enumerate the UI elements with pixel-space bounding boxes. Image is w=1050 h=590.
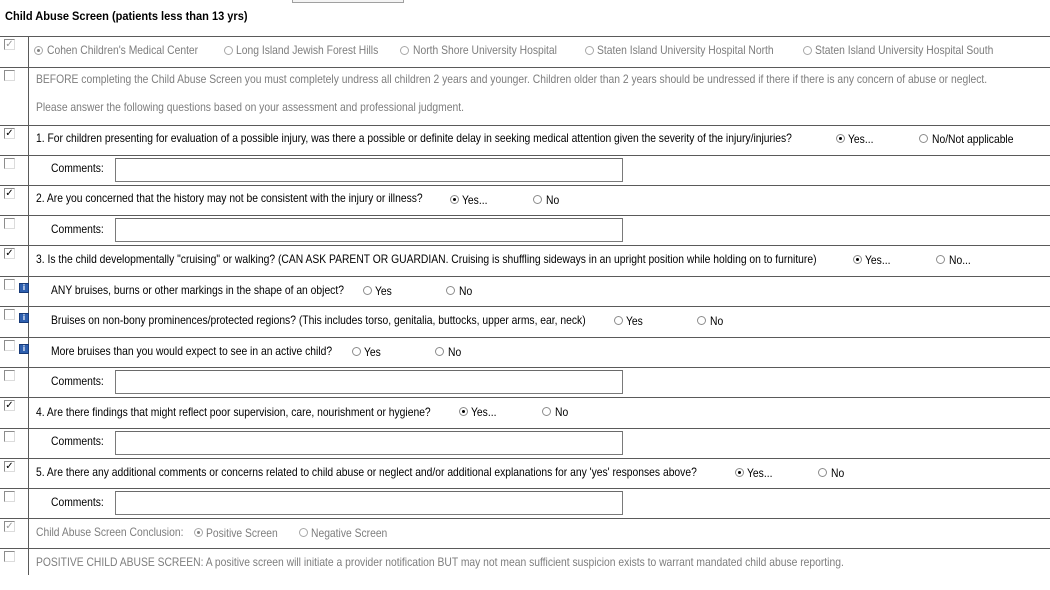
info-icon[interactable]: i [19,313,29,323]
q3-text: 3. Is the child developmentally "cruising" or walking? (CAN ASK PARENT OR GUARDIAN. Cruising is shuffling sideways in an upright position while holding on to furniture) [36,252,817,266]
comments2-checkbox[interactable] [4,218,15,229]
hospital-row-checkbox[interactable]: ✓ [5,39,14,50]
q3a-yes-label: Yes [375,284,392,298]
radio-siuh-north[interactable] [585,46,594,55]
row-divider [0,337,1050,338]
label-cohen: Cohen Children's Medical Center [47,43,199,57]
row-divider [0,518,1050,519]
q2-checkbox[interactable]: ✓ [5,188,14,199]
row-divider [0,428,1050,429]
q4-no-label: No [555,405,569,419]
row-divider [0,185,1050,186]
q3a-no-radio[interactable] [446,286,455,295]
row-divider [0,215,1050,216]
positive-note-checkbox[interactable] [4,551,15,562]
q3a-text: ANY bruises, burns or other markings in the shape of an object? [51,283,344,297]
label-siuh-north: Staten Island University Hospital North [597,43,774,57]
comments3-label: Comments: [51,374,104,388]
comments1-label: Comments: [51,161,104,175]
instructions-before: BEFORE completing the Child Abuse Screen you must completely undress all children 2 years and younger. Children older than 2 years should be undressed if there if there is any concern of abuse or neglect. [36,72,988,86]
q4-yes-radio[interactable] [459,407,468,416]
positive-screen-label: Positive Screen [206,526,278,540]
negative-screen-label: Negative Screen [311,526,388,540]
q1-checkbox[interactable]: ✓ [5,128,14,139]
row-divider [0,276,1050,277]
q3a-no-label: No [459,284,473,298]
q1-yes-label: Yes... [848,132,874,146]
row-divider [0,245,1050,246]
q3c-no-label: No [448,345,462,359]
info-icon[interactable]: i [19,283,29,293]
q3-checkbox[interactable]: ✓ [5,248,14,259]
positive-note-text: POSITIVE CHILD ABUSE SCREEN: A positive screen will initiate a provider notification BUT may not mean sufficient suspicion exists to warrant mandated child abuse reporting. [36,555,844,569]
radio-north-shore[interactable] [400,46,409,55]
q3c-checkbox[interactable] [4,340,15,351]
q3b-yes-radio[interactable] [614,316,623,325]
tab-stub [292,0,404,3]
comments5-label: Comments: [51,495,104,509]
comments2-input[interactable] [115,218,623,242]
q2-text: 2. Are you concerned that the history may not be consistent with the injury or illness? [36,191,423,205]
row-divider [0,367,1050,368]
instructions-answer: Please answer the following questions based on your assessment and professional judgment. [36,100,464,114]
q3-yes-label: Yes... [865,253,891,267]
q3c-no-radio[interactable] [435,347,444,356]
q3c-yes-label: Yes [364,345,381,359]
q3-no-radio[interactable] [936,255,945,264]
q3b-text: Bruises on non-bony prominences/protected regions? (This includes torso, genitalia, buttocks, upper arms, ear, neck) [51,313,586,327]
q5-yes-label: Yes... [747,466,773,480]
q5-no-radio[interactable] [818,468,827,477]
row-divider [0,488,1050,489]
conclusion-label: Child Abuse Screen Conclusion: [36,525,184,539]
instructions-checkbox[interactable] [4,70,15,81]
positive-screen-radio[interactable] [194,528,203,537]
label-north-shore: North Shore University Hospital [413,43,557,57]
q2-yes-radio[interactable] [450,195,459,204]
q2-no-label: No [546,193,560,207]
page-title: Child Abuse Screen (patients less than 13 yrs) [5,9,248,23]
q3c-text: More bruises than you would expect to see in an active child? [51,344,333,358]
q3b-yes-label: Yes [626,314,643,328]
label-siuh-south: Staten Island University Hospital South [815,43,994,57]
row-divider [0,458,1050,459]
q3b-checkbox[interactable] [4,309,15,320]
q5-no-label: No [831,466,845,480]
comments4-label: Comments: [51,434,104,448]
row-divider [0,548,1050,549]
conclusion-checkbox[interactable]: ✓ [5,521,14,532]
comments1-checkbox[interactable] [4,158,15,169]
row-divider [0,397,1050,398]
comments3-checkbox[interactable] [4,370,15,381]
radio-cohen[interactable] [34,46,43,55]
row-divider [0,36,1050,37]
q4-checkbox[interactable]: ✓ [5,400,14,411]
label-lij-forest-hills: Long Island Jewish Forest Hills [236,43,379,57]
q5-yes-radio[interactable] [735,468,744,477]
q3-no-label: No... [949,253,971,267]
q4-no-radio[interactable] [542,407,551,416]
row-divider [0,67,1050,68]
q5-checkbox[interactable]: ✓ [5,461,14,472]
row-divider [0,155,1050,156]
radio-siuh-south[interactable] [803,46,812,55]
row-divider [0,306,1050,307]
q3-yes-radio[interactable] [853,255,862,264]
q4-text: 4. Are there findings that might reflect poor supervision, care, nourishment or hygiene? [36,405,431,419]
row-divider [0,125,1050,126]
comments4-checkbox[interactable] [4,431,15,442]
q3a-yes-radio[interactable] [363,286,372,295]
info-icon[interactable]: i [19,344,29,354]
q1-text: 1. For children presenting for evaluation of a possible injury, was there a possible or definite delay in seeking medical attention given the severity of the injury/injuries? [36,131,792,145]
q2-no-radio[interactable] [533,195,542,204]
comments2-label: Comments: [51,222,104,236]
comments4-input[interactable] [115,431,623,455]
comments5-input[interactable] [115,491,623,515]
comments1-input[interactable] [115,158,623,182]
q1-no-label: No/Not applicable [932,132,1014,146]
q5-text: 5. Are there any additional comments or concerns related to child abuse or neglect and/or additional explanations for any 'yes' responses above? [36,465,697,479]
q1-no-radio[interactable] [919,134,928,143]
radio-lij-forest-hills[interactable] [224,46,233,55]
negative-screen-radio[interactable] [299,528,308,537]
q4-yes-label: Yes... [471,405,497,419]
q3c-yes-radio[interactable] [352,347,361,356]
comments5-checkbox[interactable] [4,491,15,502]
q1-yes-radio[interactable] [836,134,845,143]
comments3-input[interactable] [115,370,623,394]
q2-yes-label: Yes... [462,193,488,207]
q3a-checkbox[interactable] [4,279,15,290]
q3b-no-label: No [710,314,724,328]
q3b-no-radio[interactable] [697,316,706,325]
